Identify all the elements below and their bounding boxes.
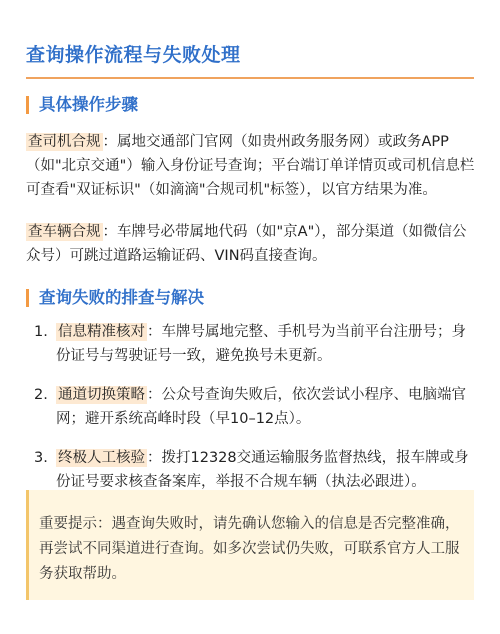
list-item-text: ：车牌号属地完整、手机号为当前平台注册号；身份证号与驾驶证号一致，避免换号未更新。 [56, 324, 466, 364]
important-notice-box [26, 490, 474, 600]
page-title: 查询操作流程与失败处理 [26, 44, 241, 66]
list-number: 2. [34, 387, 48, 403]
list-item-text: ：公众号查询失败后，依次尝试小程序、电脑端官网；避开系统高峰时段（早10–12点）。 [56, 387, 466, 427]
step-text: ：属地交通部门官网（如贵州政务服务网）或政务APP（如"北京交通"）输入身份证号查询；平台端订单详情页或司机信息栏可查看"双证标识"（如滴滴"合规司机"标签），以官方结果为准。 [26, 134, 475, 198]
section-heading-text: 具体操作步骤 [39, 95, 138, 114]
step-label: 查司机合规 [28, 134, 101, 150]
step-text: ：车牌号必带属地代码（如"京A"），部分渠道（如微信公众号）可跳过道路运输证码、VIN码直接查询。 [26, 224, 467, 264]
list-item [34, 446, 478, 494]
list-number: 1. [34, 324, 48, 340]
section-accent-bar [26, 96, 29, 114]
step-vehicle-compliance [26, 220, 478, 268]
section-heading-steps [26, 92, 138, 118]
list-item-label: 终极人工核验 [58, 450, 145, 466]
list-item-text: ：拨打12328交通运输服务监督热线，报车牌或身份证号要求核查备案库，举报不合规车辆（执法必跟进）。 [56, 450, 469, 490]
list-number: 3. [34, 450, 48, 466]
section-heading-text: 查询失败的排查与解决 [39, 288, 204, 307]
list-item-label: 通道切换策略 [58, 387, 145, 403]
list-item-label: 信息精准核对 [58, 324, 145, 340]
troubleshoot-list [34, 320, 478, 509]
notice-text: 重要提示：遇查询失败时，请先确认您输入的信息是否完整准确，再尝试不同渠道进行查询。如多次尝试仍失败，可联系官方人工服务获取帮助。 [39, 516, 460, 582]
title-divider [26, 77, 474, 79]
list-item [34, 383, 478, 431]
step-driver-compliance [26, 130, 478, 202]
section-heading-troubleshoot [26, 285, 204, 311]
section-accent-bar [26, 289, 29, 307]
step-label: 查车辆合规 [28, 224, 101, 240]
list-item [34, 320, 478, 368]
